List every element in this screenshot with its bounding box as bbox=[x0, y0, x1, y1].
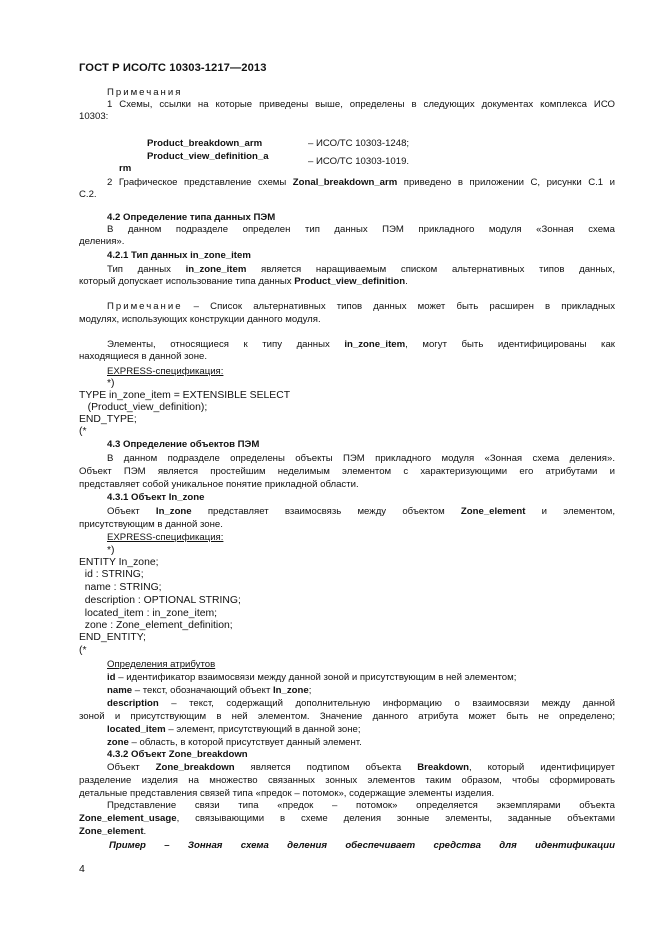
page-number: 4 bbox=[79, 863, 85, 875]
paragraph-cont: находящиеся в данной зоне. bbox=[79, 351, 208, 362]
code-line: located_item : in_zone_item; bbox=[79, 608, 218, 619]
attribute-definition: id – идентификатор взаимосвязи между данной зоной и присутствующим в ней элементом; bbox=[107, 672, 517, 683]
note-item-1-cont: 10303: bbox=[79, 111, 109, 122]
ref-schema-doc: – ИСО/ТС 10303-1248; bbox=[308, 138, 410, 149]
code-line: zone : Zone_element_definition; bbox=[79, 620, 233, 631]
paragraph: Представление связи типа «предок – потомок» определяется экземплярами объекта bbox=[107, 800, 615, 811]
paragraph: В данном подразделе определен тип данных ПЭМ прикладного модуля «Зонная схема bbox=[107, 224, 615, 235]
note-cont: модулях, использующих конструкции данного модуля. bbox=[79, 314, 321, 325]
code-line: END_TYPE; bbox=[79, 414, 137, 425]
note-item-2: 2 Графическое представление схемы Zonal_breakdown_arm приведено в приложении С, рисунки С.1 и bbox=[107, 177, 615, 188]
document-header: ГОСТ Р ИСО/ТС 10303-1217—2013 bbox=[79, 62, 267, 74]
attribute-definition: located_item – элемент, присутствующий в данной зоне; bbox=[107, 724, 361, 735]
paragraph-cont: представляет собой уникальное понятие прикладной области. bbox=[79, 479, 359, 490]
code-line: ENTITY In_zone; bbox=[79, 557, 159, 568]
code-line: (* bbox=[79, 645, 87, 656]
attribute-definition: name – текст, обозначающий объект In_zone; bbox=[107, 685, 312, 696]
section-heading: 4.3.1 Объект In_zone bbox=[107, 492, 205, 503]
paragraph-cont: деления». bbox=[79, 236, 125, 247]
code-line: name : STRING; bbox=[79, 582, 162, 593]
paragraph: Объект In_zone представляет взаимосвязь между объектом Zone_element и элементом, bbox=[107, 506, 615, 517]
paragraph-cont: детальные представления связей типа «предок – потомок», содержащие элементы изделия. bbox=[79, 788, 495, 799]
ref-schema-name: Product_view_definition_a bbox=[147, 151, 269, 162]
paragraph-cont: разделение изделия на множество связанных зонных элементов таким образом, чтобы сформировать bbox=[79, 775, 615, 786]
section-heading: 4.2.1 Тип данных in_zone_item bbox=[107, 250, 251, 261]
paragraph: В данном подразделе определены объекты ПЭМ прикладного модуля «Зонная схема деления». bbox=[107, 453, 615, 464]
section-heading: 4.3.2 Объект Zone_breakdown bbox=[107, 749, 248, 760]
note-item-1: 1 Схемы, ссылки на которые приведены выше, определены в следующих документах комплекса ИСО bbox=[107, 99, 615, 110]
section-heading: 4.2 Определение типа данных ПЭМ bbox=[107, 212, 276, 223]
attribute-definition-cont: зоной и присутствующим в ней элементом. Значение данного атрибута может быть не определено; bbox=[79, 711, 615, 722]
code-line: (Product_view_definition); bbox=[79, 402, 208, 413]
code-line: END_ENTITY; bbox=[79, 632, 146, 643]
attributes-heading: Определения атрибутов bbox=[107, 659, 216, 670]
attribute-definition: zone – область, в которой присутствует данный элемент. bbox=[107, 737, 362, 748]
note-item-2-cont: С.2. bbox=[79, 189, 97, 200]
ref-schema-name-cont: rm bbox=[119, 163, 132, 174]
express-label: EXPRESS-спецификация: bbox=[107, 366, 224, 377]
express-label: EXPRESS-спецификация: bbox=[107, 532, 224, 543]
example-text: Пример – Зонная схема деления обеспечивает средства для идентификации bbox=[109, 840, 615, 851]
paragraph-cont: Объект ПЭМ является простейшим неделимым элементом с характеризующими его атрибутами и bbox=[79, 466, 615, 477]
ref-schema-name: Product_breakdown_arm bbox=[147, 138, 263, 149]
code-line: description : OPTIONAL STRING; bbox=[79, 595, 241, 606]
attribute-definition: description – текст, содержащий дополнительную информацию о взаимосвязи между данной bbox=[107, 698, 615, 709]
paragraph-cont: который допускает использование типа данных Product_view_definition. bbox=[79, 276, 408, 287]
code-line: (* bbox=[79, 426, 87, 437]
section-heading: 4.3 Определение объектов ПЭМ bbox=[107, 439, 260, 450]
paragraph: Объект Zone_breakdown является подтипом объекта Breakdown, который идентифицирует bbox=[107, 762, 615, 773]
paragraph: Тип данных in_zone_item является наращиваемым списком альтернативных типов данных, bbox=[107, 264, 616, 275]
paragraph-cont: Zone_element. bbox=[79, 826, 147, 837]
code-line: TYPE in_zone_item = EXTENSIBLE SELECT bbox=[79, 390, 291, 401]
note: Примечание – Список альтернативных типов данных может быть расширен в прикладных bbox=[107, 301, 615, 312]
code-line: *) bbox=[107, 378, 115, 389]
paragraph-cont: Zone_element_usage, связывающими в схеме деления зонные элементы, заданные объектами bbox=[79, 813, 615, 824]
paragraph-cont: присутствующим в данной зоне. bbox=[79, 519, 223, 530]
ref-schema-doc: – ИСО/ТС 10303-1019. bbox=[308, 156, 410, 167]
paragraph: Элементы, относящиеся к типу данных in_zone_item, могут быть идентифицированы как bbox=[107, 339, 616, 350]
code-line: id : STRING; bbox=[79, 569, 144, 580]
note-title: Примечания bbox=[107, 87, 183, 98]
code-line: *) bbox=[107, 545, 115, 556]
